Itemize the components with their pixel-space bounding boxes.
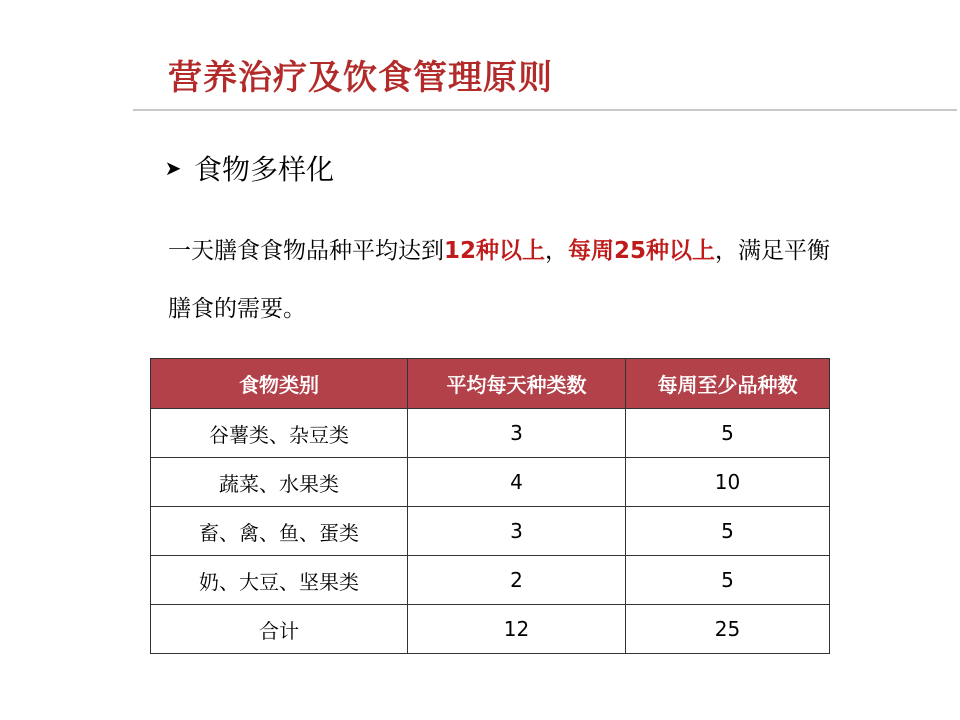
cell-weekly: 5 [626, 507, 830, 556]
table-row [151, 458, 830, 507]
cell-daily: 4 [408, 458, 626, 507]
bullet-item [162, 148, 334, 188]
cell-daily: 12 [408, 605, 626, 654]
header-daily-count: 平均每天种类数 [408, 359, 626, 409]
bullet-text: 食物多样化 [194, 153, 335, 186]
header-food-category: 食物类别 [151, 359, 408, 409]
header-weekly-count: 每周至少品种数 [626, 359, 830, 409]
highlight-weekly: 每周25种以上 [568, 238, 716, 264]
cell-daily: 3 [408, 507, 626, 556]
title-divider [133, 109, 957, 111]
cell-category: 合计 [151, 605, 408, 654]
cell-weekly: 5 [626, 409, 830, 458]
arrow-right-icon: ➤ [164, 156, 182, 180]
table-row [151, 507, 830, 556]
cell-category: 畜、禽、鱼、蛋类 [151, 507, 408, 556]
table-total-row [151, 605, 830, 654]
food-variety-table [150, 358, 830, 654]
cell-weekly: 10 [626, 458, 830, 507]
body-paragraph [168, 222, 848, 338]
paragraph-text-1: 一天膳食食物品种平均达到 [168, 238, 444, 264]
cell-daily: 2 [408, 556, 626, 605]
cell-category: 奶、大豆、坚果类 [151, 556, 408, 605]
cell-category: 蔬菜、水果类 [151, 458, 408, 507]
cell-weekly: 25 [626, 605, 830, 654]
table-row [151, 556, 830, 605]
cell-category: 谷薯类、杂豆类 [151, 409, 408, 458]
cell-daily: 3 [408, 409, 626, 458]
cell-weekly: 5 [626, 556, 830, 605]
table-header-row [151, 359, 830, 409]
page-title: 营养治疗及饮食管理原则 [168, 58, 553, 98]
paragraph-text-3: ，满足平衡膳食的需要。 [168, 238, 831, 322]
highlight-daily: 12种以上 [444, 238, 546, 264]
paragraph-text-2: ， [545, 238, 569, 264]
table-row [151, 409, 830, 458]
